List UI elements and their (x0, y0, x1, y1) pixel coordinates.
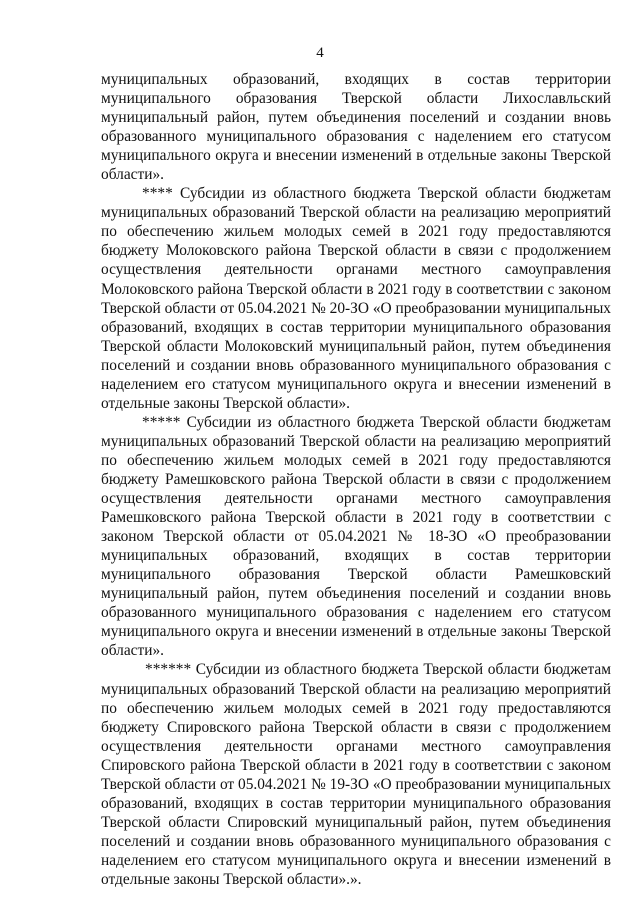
paragraph-continuation: муниципальных образований, входящих в состав территории муниципального образования Тверской области Лихославльский муниципальный район, путем объединения поселений и создании вновь образованного муниципального образования с наделением его статусом муниципального округа и внесении изменений в отдельные законы Тверской области». (101, 71, 611, 184)
document-body (101, 70, 611, 889)
footnote-5-stars: ***** Субсидии из областного бюджета Тверской области бюджетам муниципальных образований Тверской области на реализацию мероприятий по обеспечению жильем молодых семей в 2021 году предоставляются бюджету Рамешковского района Тверской области в связи с продолжением осуществления деятельности органами местного самоуправления Рамешковского района Тверской области в 2021 году в соответствии с законом Тверской области от 05.04.2021 № 18-ЗО «О преобразовании муниципальных образований, входящих в состав территории муниципального образования Тверской области Рамешковский муниципальный район, путем объединения поселений и создании вновь образованного муниципального образования с наделением его статусом муниципального округа и внесении изменений в отдельные законы Тверской области». (101, 413, 611, 660)
footnote-6-stars: ****** Субсидии из областного бюджета Тверской области бюджетам муниципальных образований Тверской области на реализацию мероприятий по обеспечению жильем молодых семей в 2021 году предоставляются бюджету Спировского района Тверской области в связи с продолжением осуществления деятельности органами местного самоуправления Спировского района Тверской области в 2021 году в соответствии с законом Тверской области от 05.04.2021 № 19-ЗО «О преобразовании муниципальных образований, входящих в состав территории муниципального образования Тверской области Спировский муниципальный район, путем объединения поселений и создании вновь образованного муниципального образования с наделением его статусом муниципального округа и внесении изменений в отдельные законы Тверской области».». (101, 661, 611, 888)
footnote-4-stars: **** Субсидии из областного бюджета Тверской области бюджетам муниципальных образований Тверской области на реализацию мероприятий по обеспечению жильем молодых семей в 2021 году предоставляются бюджету Молоковского района Тверской области в связи с продолжением осуществления деятельности органами местного самоуправления Молоковского района Тверской области в 2021 году в соответствии с законом Тверской области от 05.04.2021 № 20-ЗО «О преобразовании муниципальных образований, входящих в состав территории муниципального образования Тверской области Молоковский муниципальный район, путем объединения поселений и создании вновь образованного муниципального образования с наделением его статусом муниципального округа и внесении изменений в отдельные законы Тверской области». (101, 185, 611, 412)
page-number: 4 (316, 45, 324, 61)
